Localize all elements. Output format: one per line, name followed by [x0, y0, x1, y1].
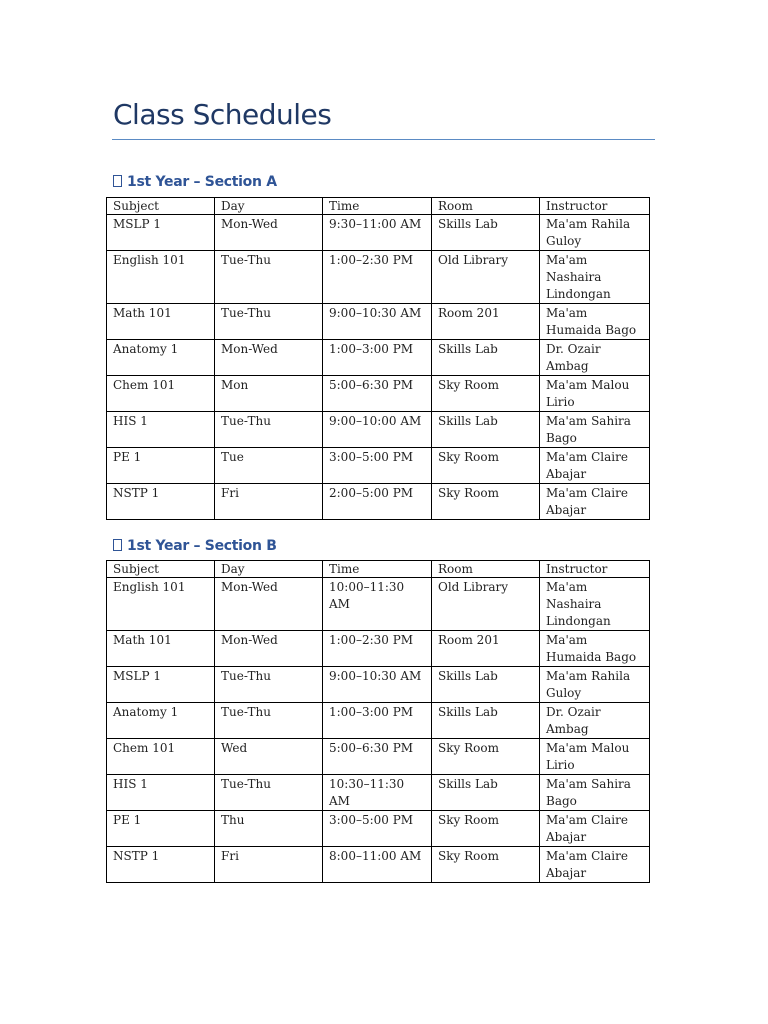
cell-subject: English 101	[107, 578, 215, 631]
cell-instructor: Ma'am Humaida Bago	[540, 304, 650, 340]
cell-room: Skills Lab	[432, 340, 540, 376]
cell-subject: HIS 1	[107, 412, 215, 448]
cell-day: Tue	[215, 448, 323, 484]
cell-subject: HIS 1	[107, 775, 215, 811]
cell-instructor: Ma'am Claire Abajar	[540, 484, 650, 520]
table-header-row	[107, 198, 650, 215]
table-row	[107, 667, 650, 703]
cell-subject: Chem 101	[107, 376, 215, 412]
table-row	[107, 340, 650, 376]
cell-time: 9:00–10:00 AM	[323, 412, 432, 448]
table-row	[107, 847, 650, 883]
cell-time: 5:00–6:30 PM	[323, 376, 432, 412]
cell-room: Room 201	[432, 304, 540, 340]
page-title: Class Schedules	[113, 98, 332, 131]
cell-subject: NSTP 1	[107, 484, 215, 520]
cell-instructor: Ma'am Nashaira Lindongan	[540, 578, 650, 631]
cell-day: Mon	[215, 376, 323, 412]
table-row	[107, 578, 650, 631]
cell-subject: Math 101	[107, 631, 215, 667]
cell-day: Tue-Thu	[215, 775, 323, 811]
cell-instructor: Ma'am Rahila Guloy	[540, 667, 650, 703]
cell-instructor: Ma'am Nashaira Lindongan	[540, 251, 650, 304]
table-row	[107, 703, 650, 739]
cell-subject: PE 1	[107, 448, 215, 484]
table-row	[107, 811, 650, 847]
cell-day: Fri	[215, 484, 323, 520]
cell-day: Mon-Wed	[215, 215, 323, 251]
cell-room: Skills Lab	[432, 215, 540, 251]
cell-instructor: Ma'am Malou Lirio	[540, 376, 650, 412]
cell-day: Tue-Thu	[215, 304, 323, 340]
cell-time: 9:00–10:30 AM	[323, 667, 432, 703]
column-header-room: Room	[432, 198, 540, 215]
cell-room: Room 201	[432, 631, 540, 667]
cell-subject: Anatomy 1	[107, 703, 215, 739]
cell-day: Tue-Thu	[215, 703, 323, 739]
cell-time: 1:00–3:00 PM	[323, 703, 432, 739]
table-row	[107, 631, 650, 667]
cell-instructor: Ma'am Sahira Bago	[540, 412, 650, 448]
table-row	[107, 412, 650, 448]
cell-room: Sky Room	[432, 739, 540, 775]
cell-subject: Chem 101	[107, 739, 215, 775]
cell-instructor: Ma'am Rahila Guloy	[540, 215, 650, 251]
cell-day: Mon-Wed	[215, 631, 323, 667]
cell-day: Wed	[215, 739, 323, 775]
missing-glyph-icon	[113, 175, 122, 187]
cell-instructor: Ma'am Claire Abajar	[540, 448, 650, 484]
column-header-time: Time	[323, 561, 432, 578]
cell-instructor: Ma'am Claire Abajar	[540, 811, 650, 847]
title-divider	[112, 139, 655, 140]
cell-subject: Math 101	[107, 304, 215, 340]
cell-subject: MSLP 1	[107, 667, 215, 703]
cell-subject: English 101	[107, 251, 215, 304]
cell-room: Sky Room	[432, 811, 540, 847]
cell-day: Tue-Thu	[215, 412, 323, 448]
section-b-heading-text: 1st Year – Section B	[127, 538, 277, 554]
cell-instructor: Ma'am Sahira Bago	[540, 775, 650, 811]
cell-room: Skills Lab	[432, 412, 540, 448]
cell-day: Mon-Wed	[215, 340, 323, 376]
cell-day: Thu	[215, 811, 323, 847]
cell-room: Skills Lab	[432, 775, 540, 811]
table-row	[107, 251, 650, 304]
cell-instructor: Ma'am Humaida Bago	[540, 631, 650, 667]
cell-room: Sky Room	[432, 448, 540, 484]
table-row	[107, 376, 650, 412]
cell-room: Old Library	[432, 578, 540, 631]
table-row	[107, 484, 650, 520]
cell-subject: NSTP 1	[107, 847, 215, 883]
section-a-heading	[113, 172, 277, 192]
cell-time: 1:00–2:30 PM	[323, 251, 432, 304]
column-header-instructor: Instructor	[540, 561, 650, 578]
cell-time: 10:00–11:30 AM	[323, 578, 432, 631]
cell-time: 8:00–11:00 AM	[323, 847, 432, 883]
cell-instructor: Ma'am Malou Lirio	[540, 739, 650, 775]
cell-time: 1:00–2:30 PM	[323, 631, 432, 667]
cell-time: 9:30–11:00 AM	[323, 215, 432, 251]
cell-time: 1:00–3:00 PM	[323, 340, 432, 376]
table-row	[107, 775, 650, 811]
cell-time: 10:30–11:30 AM	[323, 775, 432, 811]
cell-subject: PE 1	[107, 811, 215, 847]
cell-subject: Anatomy 1	[107, 340, 215, 376]
cell-day: Mon-Wed	[215, 578, 323, 631]
cell-time: 2:00–5:00 PM	[323, 484, 432, 520]
cell-day: Fri	[215, 847, 323, 883]
cell-room: Skills Lab	[432, 703, 540, 739]
cell-instructor: Ma'am Claire Abajar	[540, 847, 650, 883]
cell-room: Skills Lab	[432, 667, 540, 703]
column-header-day: Day	[215, 198, 323, 215]
cell-instructor: Dr. Ozair Ambag	[540, 340, 650, 376]
cell-instructor: Dr. Ozair Ambag	[540, 703, 650, 739]
table-row	[107, 448, 650, 484]
cell-room: Sky Room	[432, 847, 540, 883]
cell-room: Sky Room	[432, 376, 540, 412]
table-row	[107, 739, 650, 775]
missing-glyph-icon	[113, 539, 122, 551]
section-a-schedule-table	[106, 197, 650, 520]
cell-room: Old Library	[432, 251, 540, 304]
cell-time: 3:00–5:00 PM	[323, 448, 432, 484]
cell-subject: MSLP 1	[107, 215, 215, 251]
section-b-schedule-table	[106, 560, 650, 883]
cell-time: 5:00–6:30 PM	[323, 739, 432, 775]
section-a-heading-text: 1st Year – Section A	[127, 174, 277, 190]
section-b-heading	[113, 536, 277, 556]
column-header-subject: Subject	[107, 561, 215, 578]
table-header-row	[107, 561, 650, 578]
cell-day: Tue-Thu	[215, 251, 323, 304]
cell-time: 3:00–5:00 PM	[323, 811, 432, 847]
column-header-room: Room	[432, 561, 540, 578]
column-header-subject: Subject	[107, 198, 215, 215]
cell-room: Sky Room	[432, 484, 540, 520]
column-header-day: Day	[215, 561, 323, 578]
cell-day: Tue-Thu	[215, 667, 323, 703]
column-header-instructor: Instructor	[540, 198, 650, 215]
table-row	[107, 304, 650, 340]
column-header-time: Time	[323, 198, 432, 215]
table-row	[107, 215, 650, 251]
cell-time: 9:00–10:30 AM	[323, 304, 432, 340]
